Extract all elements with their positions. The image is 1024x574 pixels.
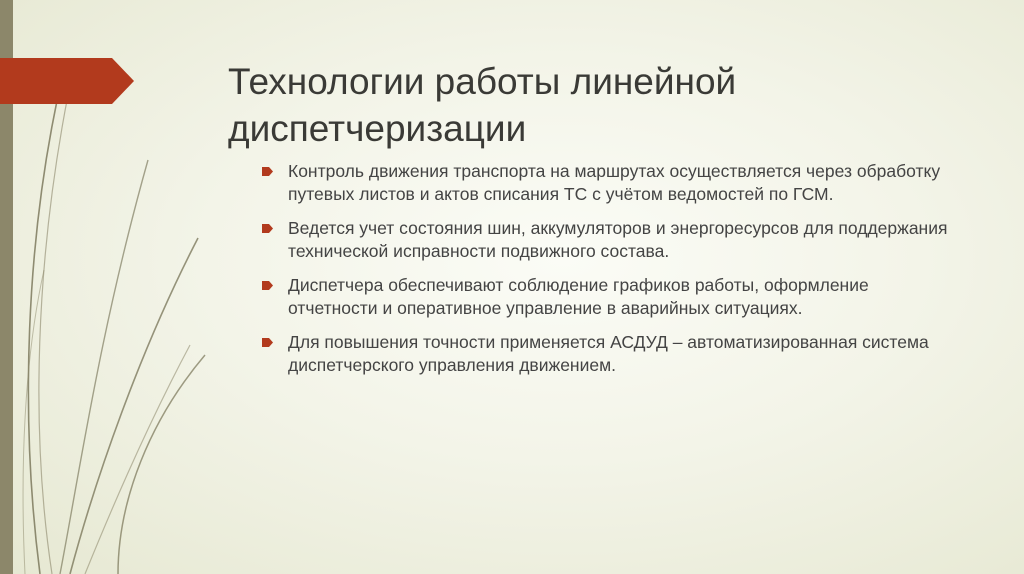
bullet-list bbox=[262, 160, 962, 388]
title-arrow-icon bbox=[0, 58, 135, 104]
title-line-2: диспетчеризации bbox=[228, 108, 527, 149]
curve-2 bbox=[39, 95, 68, 574]
bullet-text: Ведется учет состояния шин, аккумуляторов и энергоресурсов для поддержания технической исправности подвижного состава. bbox=[288, 218, 948, 261]
title-line-1: Технологии работы линейной bbox=[228, 61, 737, 102]
curve-5 bbox=[85, 345, 190, 574]
bullet-text: Диспетчера обеспечивают соблюдение графиков работы, оформление отчетности и оперативное управление в аварийных ситуациях. bbox=[288, 275, 869, 318]
arrow-bullet-icon bbox=[262, 223, 273, 234]
bullet-text: Контроль движения транспорта на маршрутах осуществляется через обработку путевых листов и актов списания ТС с учётом ведомостей по ГСМ. bbox=[288, 161, 941, 204]
arrow-bullet-icon bbox=[262, 337, 273, 348]
curve-3 bbox=[60, 160, 148, 574]
bullet-item bbox=[262, 274, 962, 320]
slide-title bbox=[228, 58, 988, 152]
bullet-item bbox=[262, 331, 962, 377]
bullet-text: Для повышения точности применяется АСДУД – автоматизированная система диспетчерского управления движением. bbox=[288, 332, 929, 375]
arrow-bullet-icon bbox=[262, 166, 273, 177]
curve-4 bbox=[70, 238, 198, 574]
bullet-item bbox=[262, 217, 962, 263]
bullet-item bbox=[262, 160, 962, 206]
arrow-bullet-icon bbox=[262, 280, 273, 291]
